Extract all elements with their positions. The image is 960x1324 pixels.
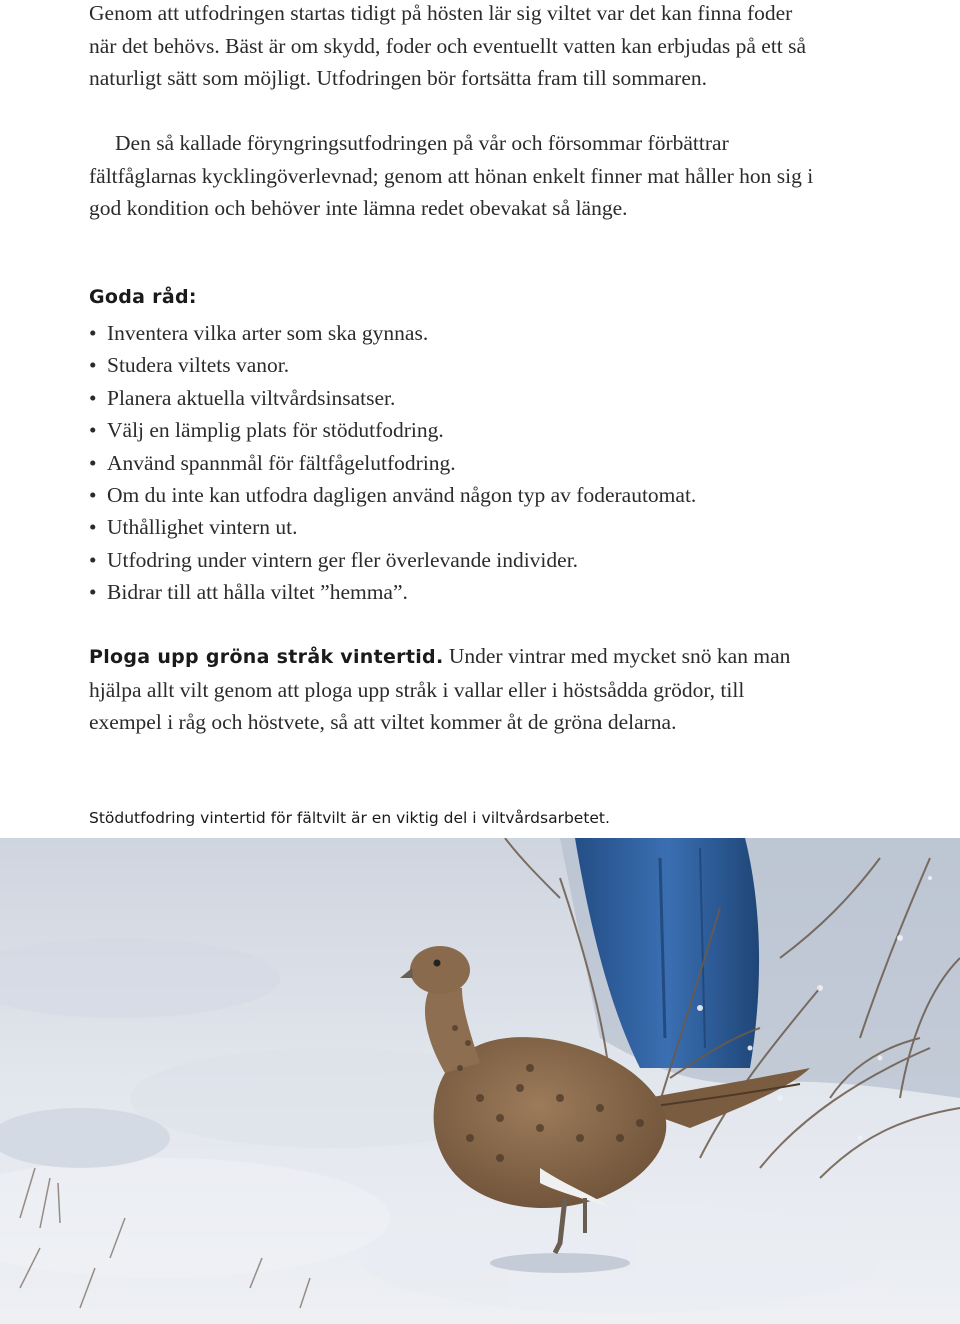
bird-shadow bbox=[490, 1253, 630, 1273]
list-item-text: Utfodring under vintern ger fler överlevande individer. bbox=[107, 547, 579, 572]
bullet-icon: • bbox=[89, 515, 97, 540]
list-item bbox=[89, 414, 829, 446]
bullet-icon: • bbox=[89, 418, 97, 443]
photo-caption: Stödutfodring vintertid för fältvilt är en viktig del i viltvårdsarbetet. bbox=[89, 809, 610, 827]
tips-list bbox=[89, 317, 829, 609]
paragraph-plow-strips bbox=[89, 640, 809, 739]
list-item-text: Studera viltets vanor. bbox=[107, 353, 290, 378]
list-item bbox=[89, 349, 829, 381]
list-item-text: Använd spannmål för fältfågelutfodring. bbox=[107, 450, 456, 475]
list-item-text: Bidrar till att hålla viltet ”hemma”. bbox=[107, 580, 408, 605]
list-item-text: Uthållighet vintern ut. bbox=[107, 515, 298, 540]
list-item-text: Planera aktuella viltvårdsinsatser. bbox=[107, 385, 396, 410]
list-item bbox=[89, 479, 829, 511]
list-item-text: Om du inte kan utfodra dagligen använd någon typ av foderautomat. bbox=[107, 482, 697, 507]
list-item bbox=[89, 544, 829, 576]
bullet-icon: • bbox=[89, 450, 97, 475]
bullet-icon: • bbox=[89, 580, 97, 605]
plow-text: Under vintrar med mycket snö kan man hjälpa allt vilt genom att ploga upp stråk i vallar eller i höstsådda grödor, till exempel i råg och höstvete, så att viltet kommer åt de gröna delarna. bbox=[89, 644, 791, 734]
bullet-icon: • bbox=[89, 353, 97, 378]
tips-heading: Goda råd: bbox=[89, 286, 197, 308]
list-item-text: Inventera vilka arter som ska gynnas. bbox=[107, 321, 429, 345]
bullet-icon: • bbox=[89, 547, 97, 572]
list-item bbox=[89, 447, 829, 479]
bullet-icon: • bbox=[89, 482, 97, 507]
list-item bbox=[89, 317, 829, 349]
pheasant-photo bbox=[0, 838, 960, 1324]
list-item bbox=[89, 382, 829, 414]
list-item-text: Välj en lämplig plats för stödutfodring. bbox=[107, 418, 444, 443]
paragraph-feeding-intro: Genom att utfodringen startas tidigt på hösten lär sig viltet var det kan finna foder när det behövs. Bäst är om skydd, foder och eventuellt vatten kan erbjudas på ett så naturligt sätt som möjligt. Utfodringen bör fortsätta fram till sommaren. bbox=[89, 1, 807, 90]
list-item bbox=[89, 511, 829, 543]
paragraph-breeding-feeding: Den så kallade föryngringsutfodringen på vår och försommar förbättrar fältfåglarnas kycklingöverlevnad; genom att hönan enkelt finner mat håller hon sig i god kondition och behöver inte lämna redet obevakat så länge. bbox=[89, 131, 814, 220]
plow-heading: Ploga upp gröna stråk vintertid. bbox=[89, 646, 444, 668]
list-item bbox=[89, 576, 829, 608]
bullet-icon: • bbox=[89, 385, 97, 410]
bullet-icon: • bbox=[89, 321, 97, 345]
